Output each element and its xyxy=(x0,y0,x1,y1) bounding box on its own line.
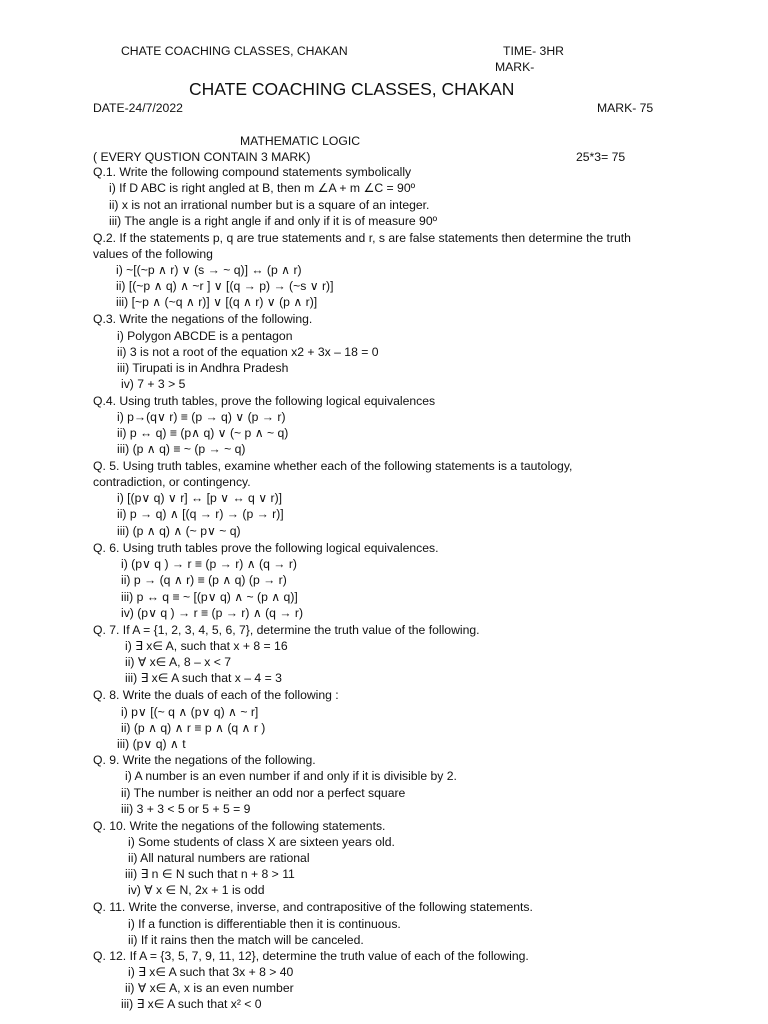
question-item: i) [(p∨ q) ∨ r] ↔ [p ∨ ↔ q ∨ r)] xyxy=(117,491,283,505)
question-item: i) p→(q∨ r) ≡ (p → q) ∨ (p → r) xyxy=(117,410,286,424)
question-item: i) ~[(~p ∧ r) ∨ (s → ~ q)] ↔ (p ∧ r) xyxy=(116,263,302,277)
question-item: i) If a function is differentiable then it is continuous. xyxy=(128,917,401,931)
question-title: Q. 8. Write the duals of each of the following : xyxy=(93,688,339,702)
subject-title: MATHEMATIC LOGIC xyxy=(240,134,361,148)
top-mark: MARK- xyxy=(495,60,535,74)
question-item: iii) p ↔ q ≡ ~ [(p∨ q) ∧ ~ (p ∧ q)] xyxy=(121,590,298,604)
question-title-continued: values of the following xyxy=(93,247,213,261)
question-title: Q. 7. If A = {1, 2, 3, 4, 5, 6, 7}, determine the truth value of the following. xyxy=(93,623,480,637)
question-item: ii) ∀ x∈ A, 8 – x < 7 xyxy=(125,655,231,669)
question-item: iii) (p∨ q) ∧ t xyxy=(117,737,186,751)
question-item: ii) p ↔ q) ≡ (p∧ q) ∨ (~ p ∧ ~ q) xyxy=(117,426,289,440)
question-title: Q. 5. Using truth tables, examine whether each of the following statements is a tautology, xyxy=(93,459,573,473)
total-mark: MARK- 75 xyxy=(597,101,654,115)
question-item: ii) x is not an irrational number but is a square of an integer. xyxy=(109,198,430,212)
question-item: iv) ∀ x ∈ N, 2x + 1 is odd xyxy=(128,883,265,897)
question-title: Q. 9. Write the negations of the following. xyxy=(93,753,316,767)
question-title: Q.3. Write the negations of the following. xyxy=(93,312,313,326)
question-item: iii) (p ∧ q) ≡ ~ (p → ~ q) xyxy=(117,442,246,456)
question-title: Q. 6. Using truth tables prove the following logical equivalences. xyxy=(93,541,439,555)
question-item: i) ∃ x∈ A, such that x + 8 = 16 xyxy=(125,639,288,653)
page-title: CHATE COACHING CLASSES, CHAKAN xyxy=(189,79,515,99)
question-item: ii) All natural numbers are rational xyxy=(128,851,310,865)
question-item: ii) The number is neither an odd nor a perfect square xyxy=(121,786,406,800)
question-item: ii) If it rains then the match will be canceled. xyxy=(128,933,364,947)
question-item: i) (p∨ q ) → r ≡ (p → r) ∧ (q → r) xyxy=(121,557,297,571)
question-item: ii) (p ∧ q) ∧ r ≡ p ∧ (q ∧ r ) xyxy=(121,721,266,735)
question-title: Q.2. If the statements p, q are true statements and r, s are false statements then determine the truth xyxy=(93,231,631,245)
question-item: ii) ∀ x∈ A, x is an even number xyxy=(125,981,294,995)
question-item: ii) p → q) ∧ [(q → r) → (p → r)] xyxy=(117,507,284,521)
top-time: TIME- 3HR xyxy=(503,44,564,58)
question-item: i) ∃ x∈ A such that 3x + 8 > 40 xyxy=(128,965,294,979)
question-item: i) A number is an even number if and only if it is divisible by 2. xyxy=(125,769,457,783)
question-item: iii) 3 + 3 < 5 or 5 + 5 = 9 xyxy=(121,802,251,816)
question-item: i) p∨ [(~ q ∧ (p∨ q) ∧ ~ r] xyxy=(121,705,259,719)
question-item: iii) ∃ x∈ A such that x² < 0 xyxy=(121,997,262,1011)
question-item: iv) 7 + 3 > 5 xyxy=(121,377,186,391)
question-item: iii) ∃ x∈ A such that x – 4 = 3 xyxy=(125,671,282,685)
question-item: i) Polygon ABCDE is a pentagon xyxy=(117,329,293,343)
question-item: ii) 3 is not a root of the equation x2 + 3x – 18 = 0 xyxy=(117,345,379,359)
question-title: Q. 11. Write the converse, inverse, and contrapositive of the following statements. xyxy=(93,900,533,914)
question-item: iii) Tirupati is in Andhra Pradesh xyxy=(117,361,289,375)
instruction: ( EVERY QUSTION CONTAIN 3 MARK) xyxy=(93,150,311,164)
question-item: iii) The angle is a right angle if and only if it is of measure 90º xyxy=(109,214,438,228)
question-item: ii) [(~p ∧ q) ∧ ~r ] ∨ [(q → p) → (~s ∨ r)] xyxy=(116,279,334,293)
question-item: i) If D ABC is right angled at B, then m ∠A + m ∠C = 90º xyxy=(109,181,416,195)
question-item: i) Some students of class X are sixteen years old. xyxy=(128,835,395,849)
question-item: iv) (p∨ q ) → r ≡ (p → r) ∧ (q → r) xyxy=(121,606,304,620)
question-title: Q. 12. If A = {3, 5, 7, 9, 11, 12}, determine the truth value of each of the following. xyxy=(93,949,529,963)
top-institute-name: CHATE COACHING CLASSES, CHAKAN xyxy=(121,44,348,58)
question-item: iii) ∃ n ∈ N such that n + 8 > 11 xyxy=(125,867,295,881)
question-title: Q. 10. Write the negations of the following statements. xyxy=(93,819,386,833)
question-item: iii) (p ∧ q) ∧ (~ p∨ ~ q) xyxy=(117,524,241,538)
question-item: iii) [~p ∧ (~q ∧ r)] ∨ [(q ∧ r) ∨ (p ∧ r)] xyxy=(116,295,318,309)
question-title-continued: contradiction, or contingency. xyxy=(93,475,251,489)
exam-date: DATE-24/7/2022 xyxy=(93,101,183,115)
question-title: Q.4. Using truth tables, prove the following logical equivalences xyxy=(93,394,436,408)
mark-calculation: 25*3= 75 xyxy=(576,150,626,164)
question-item: ii) p → (q ∧ r) ≡ (p ∧ q) (p → r) xyxy=(121,573,287,587)
question-title: Q.1. Write the following compound statements symbolically xyxy=(93,165,412,179)
